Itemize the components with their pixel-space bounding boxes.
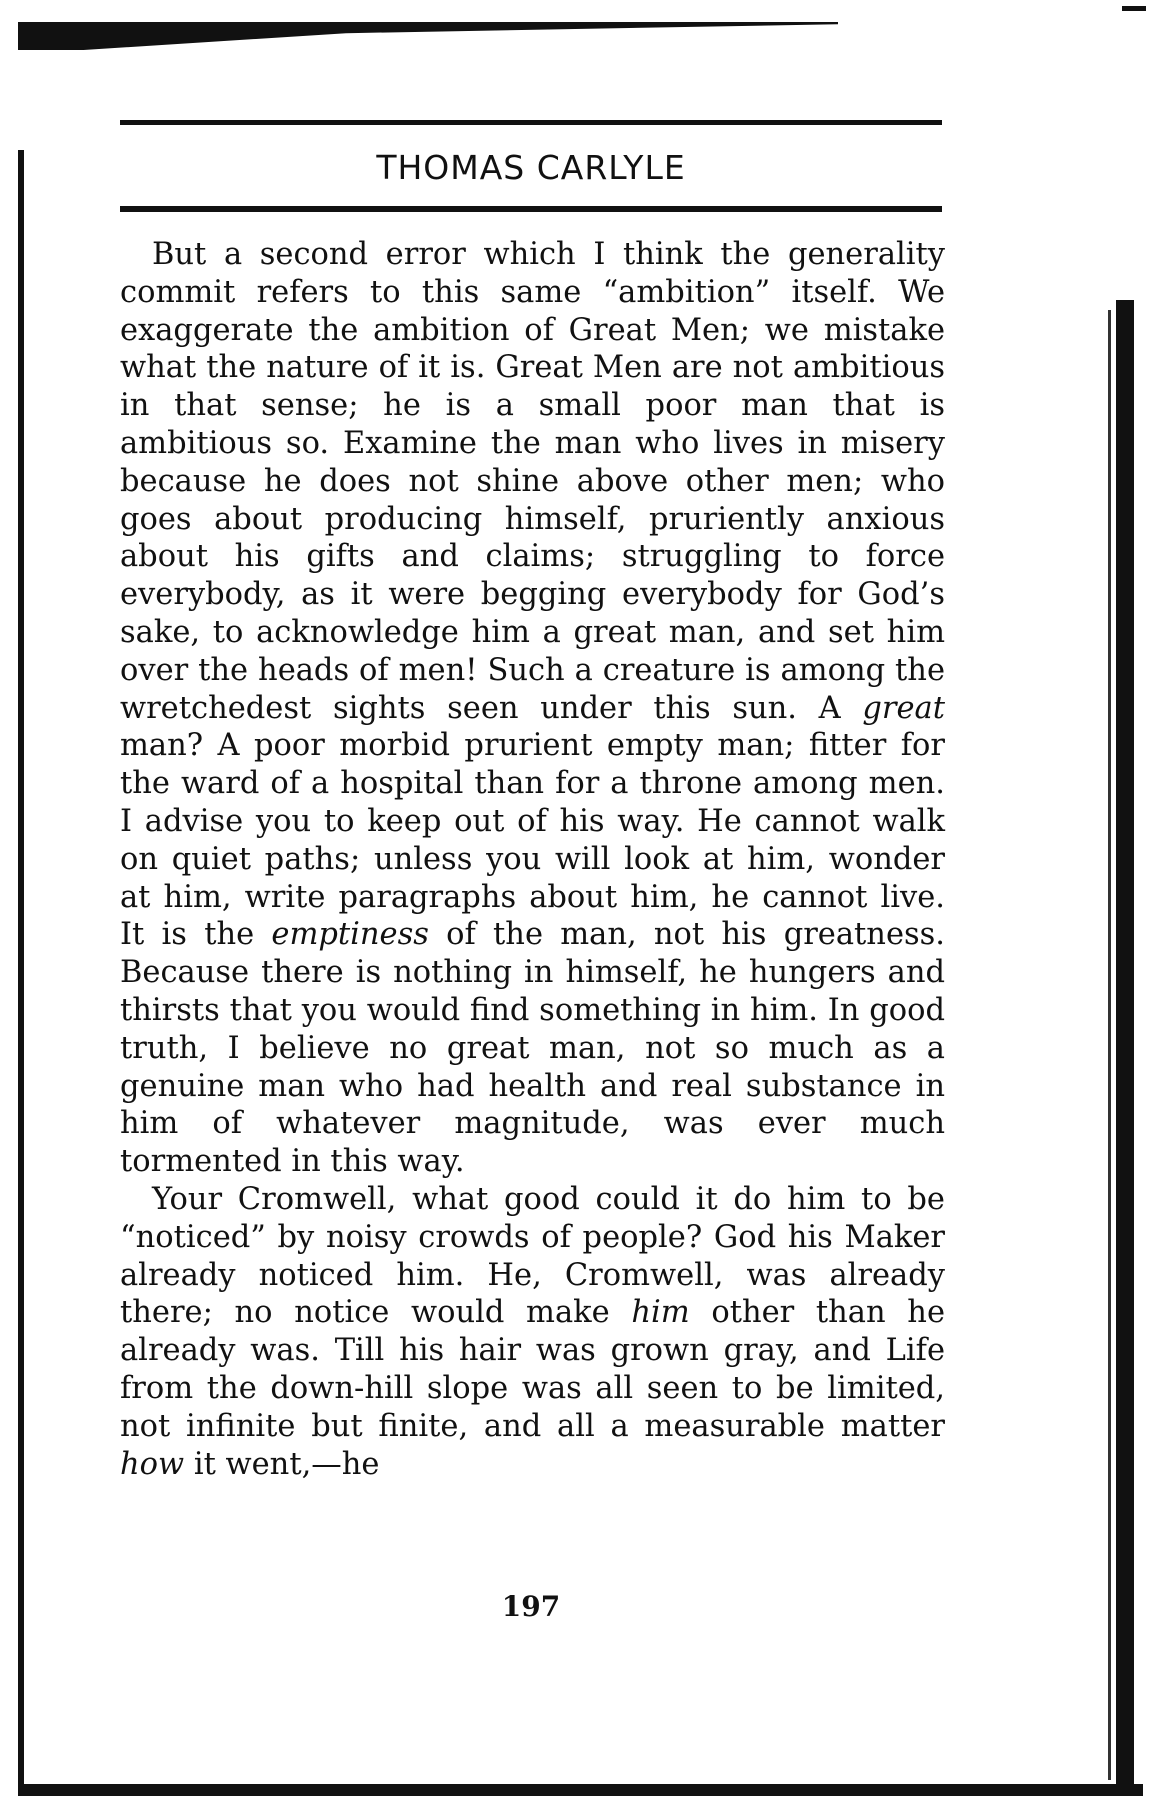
scan-mark-top-right — [1122, 6, 1146, 11]
text-run: But a second error which I think the generality commit refers to this same “ambition” itself. We exaggerate the ambition of Great Men; we mistake what the nature of it is. Great Men are not ambitious in that sense; he is a small poor man that is ambitious so. Examine the man who lives in misery because he does not shine above other men; who goes about producing himself, pruriently anxious about his gifts and claims; struggling to force everybody, as it were begging everybody for God’s sake, to acknowledge him a great man, and set him over the heads of men! Such a creature is among the wretchedest sights seen under this sun. A — [120, 237, 945, 726]
italic-run: how — [120, 1446, 185, 1482]
scan-edge-left — [18, 150, 24, 1790]
paragraph — [120, 236, 945, 1181]
scan-edge-right-inner — [1108, 310, 1111, 1780]
running-head: THOMAS CARLYLE — [376, 148, 686, 187]
header-rule-bottom — [120, 206, 942, 212]
italic-run: great — [862, 690, 945, 726]
scan-edge-bottom — [18, 1784, 1143, 1796]
italic-run: him — [631, 1295, 690, 1331]
text-run: Your Cromwell, what good could it do him to be “noticed” by noisy crowds of people? God his Maker already noticed him. He, Cromwell, was already there; no notice would make — [120, 1181, 945, 1331]
text-run: other than he already was. Till his hair was grown gray, and Life from the down-hill slope was all seen to be limited, not infinite but finite, and all a measurable matter — [120, 1295, 945, 1444]
header-rule-top — [120, 120, 942, 125]
body-text — [120, 236, 945, 1483]
text-run: of the man, not his greatness. Because there is nothing in himself, he hungers and thirsts that you would find something in him. In good truth, I believe no great man, not so much as a genuine man who had health and real substance in him of whatever magnitude, was ever much tormented in this way. — [120, 917, 945, 1180]
paragraph — [120, 1181, 945, 1483]
page-number: 197 — [501, 1590, 561, 1623]
text-run: man? A poor morbid prurient empty man; fitter for the ward of a hospital than for a throne among men. I advise you to keep out of his way. He cannot walk on quiet paths; unless you will look at him, wonder at him, write paragraphs about him, he cannot live. It is the — [120, 728, 945, 953]
italic-run: emptiness — [271, 917, 429, 953]
scan-edge-top — [18, 22, 838, 50]
text-run: it went,—he — [184, 1446, 380, 1482]
scan-edge-right — [1116, 300, 1134, 1790]
